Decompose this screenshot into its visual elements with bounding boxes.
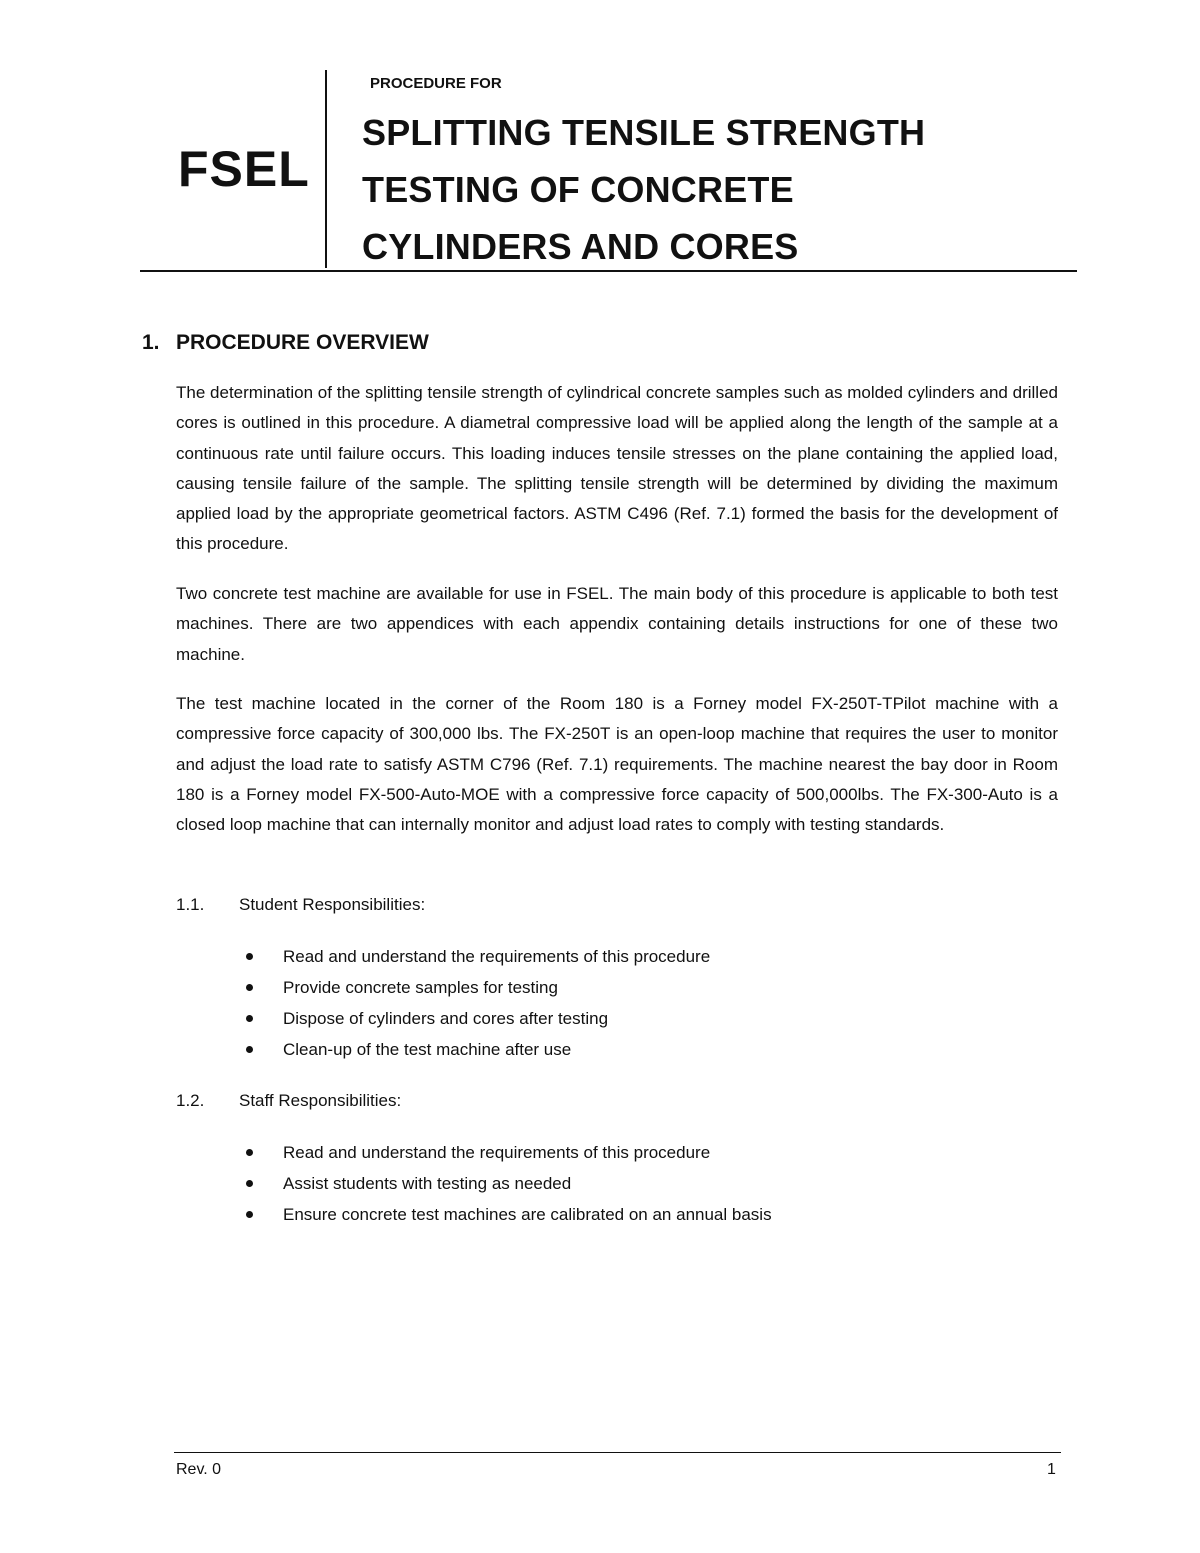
footer-divider — [174, 1452, 1061, 1453]
title-line-1: SPLITTING TENSILE STRENGTH — [362, 112, 926, 153]
list-item — [240, 1003, 710, 1034]
list-item-text: Clean-up of the test machine after use — [283, 1040, 572, 1059]
list-item — [240, 1034, 710, 1065]
subsection-title: Student Responsibilities: — [239, 895, 426, 914]
bullet-icon — [246, 1180, 253, 1187]
paragraph-test-machines: Two concrete test machine are available for use in FSEL. The main body of this procedure is applicable to both test machines. There are two appendices with each appendix containing details instructions for one of these two machine. — [176, 584, 1058, 664]
bullet-icon — [246, 1015, 253, 1022]
list-item — [240, 1199, 772, 1230]
paragraph-machine-details: The test machine located in the corner of the Room 180 is a Forney model FX-250T-TPilot machine with a compressive force capacity of 300,000 lbs. The FX-250T is an open-loop machine that requires the user to monitor and adjust the load rate to satisfy ASTM C796 (Ref. 7.1) requirements. The machine nearest the bay door in Room 180 is a Forney model FX-500-Auto-MOE with a compressive force capacity of 500,000lbs. The FX-300-Auto is a closed loop machine that can internally monitor and adjust load rates to comply with testing standards. — [176, 694, 1058, 835]
revision-label: Rev. 0 — [176, 1461, 222, 1478]
bullet-icon — [246, 1046, 253, 1053]
staff-responsibilities-list — [240, 1137, 772, 1230]
list-item-text: Assist students with testing as needed — [283, 1174, 572, 1193]
list-item-text: Read and understand the requirements of this procedure — [283, 1143, 711, 1162]
list-item — [240, 1137, 772, 1168]
section-heading-procedure-overview — [142, 331, 429, 355]
list-item-text: Ensure concrete test machines are calibrated on an annual basis — [283, 1205, 772, 1224]
bullet-icon — [246, 1149, 253, 1156]
section-title: PROCEDURE OVERVIEW — [176, 331, 429, 354]
list-item — [240, 1168, 772, 1199]
document-title — [362, 104, 925, 275]
list-item-text: Read and understand the requirements of this procedure — [283, 947, 711, 966]
title-line-2: TESTING OF CONCRETE — [362, 169, 794, 210]
list-item — [240, 972, 710, 1003]
title-line-3: CYLINDERS AND CORES — [362, 226, 799, 267]
subsection-title: Staff Responsibilities: — [239, 1091, 402, 1110]
section-number: 1. — [142, 331, 160, 354]
header-divider — [325, 70, 327, 268]
subsection-number: 1.2. — [176, 1091, 205, 1110]
bullet-icon — [246, 953, 253, 960]
paragraph-overview: The determination of the splitting tensile strength of cylindrical concrete samples such as molded cylinders and drilled cores is outlined in this procedure. A diametral compressive load will be applied along the length of the sample at a continuous rate until failure occurs. This loading induces tensile stresses on the plane containing the applied load, causing tensile failure of the sample. The splitting tensile strength will be determined by dividing the maximum applied load by the appropriate geometrical factors. ASTM C496 (Ref. 7.1) formed the basis for the development of this procedure. — [176, 383, 1058, 554]
fsel-logo: FSEL — [178, 141, 310, 197]
list-item-text: Provide concrete samples for testing — [283, 978, 558, 997]
list-item — [240, 941, 710, 972]
subsection-heading-staff — [176, 1091, 401, 1111]
page-number: 1 — [1047, 1461, 1056, 1478]
student-responsibilities-list — [240, 941, 710, 1065]
procedure-for-label: PROCEDURE FOR — [370, 75, 502, 92]
bullet-icon — [246, 984, 253, 991]
bullet-icon — [246, 1211, 253, 1218]
subsection-number: 1.1. — [176, 895, 205, 914]
list-item-text: Dispose of cylinders and cores after testing — [283, 1009, 609, 1028]
subsection-heading-student — [176, 895, 425, 915]
